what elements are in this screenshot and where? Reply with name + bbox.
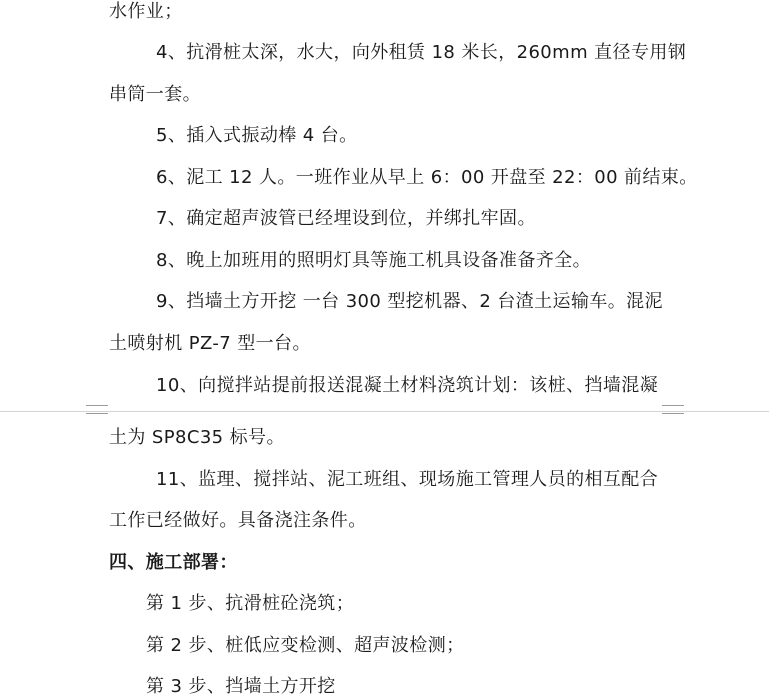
text-line: 第 2 步、桩低应变检测、超声波检测；	[146, 635, 465, 656]
text-line: 工作已经做好。具备浇注条件。	[109, 510, 367, 531]
text-line: 第 3 步、挡墙土方开挖	[146, 676, 336, 697]
text-line: 10、向搅拌站提前报送混凝土材料浇筑计划：该桩、挡墙混凝	[156, 375, 659, 396]
text-line: 土喷射机 PZ-7 型一台。	[109, 333, 311, 354]
section-heading: 四、施工部署：	[109, 552, 238, 573]
text-line: 8、晚上加班用的照明灯具等施工机具设备准备齐全。	[156, 250, 592, 271]
text-line: 5、插入式振动棒 4 台。	[156, 125, 358, 146]
text-line: 9、挡墙土方开挖 一台 300 型挖机器、2 台渣土运输车。混泥	[156, 291, 663, 312]
text-line: 6、泥工 12 人。一班作业从早上 6：00 开盘至 22：00 前结束。	[156, 167, 698, 188]
text-line: 土为 SP8C35 标号。	[109, 427, 285, 448]
page-corner-mark-right	[662, 405, 684, 414]
text-line: 第 1 步、抗滑桩砼浇筑；	[146, 593, 355, 614]
text-line: 7、确定超声波管已经埋设到位，并绑扎牢固。	[156, 208, 536, 229]
text-line: 4、抗滑桩太深，水大，向外租赁 18 米长，260mm 直径专用钢	[156, 42, 687, 63]
page-corner-mark-left	[86, 405, 108, 414]
text-line: 11、监理、搅拌站、泥工班组、现场施工管理人员的相互配合	[156, 469, 659, 490]
page-break-divider	[0, 411, 769, 412]
text-line: 串筒一套。	[109, 84, 201, 105]
text-line: 水作业；	[109, 1, 183, 22]
